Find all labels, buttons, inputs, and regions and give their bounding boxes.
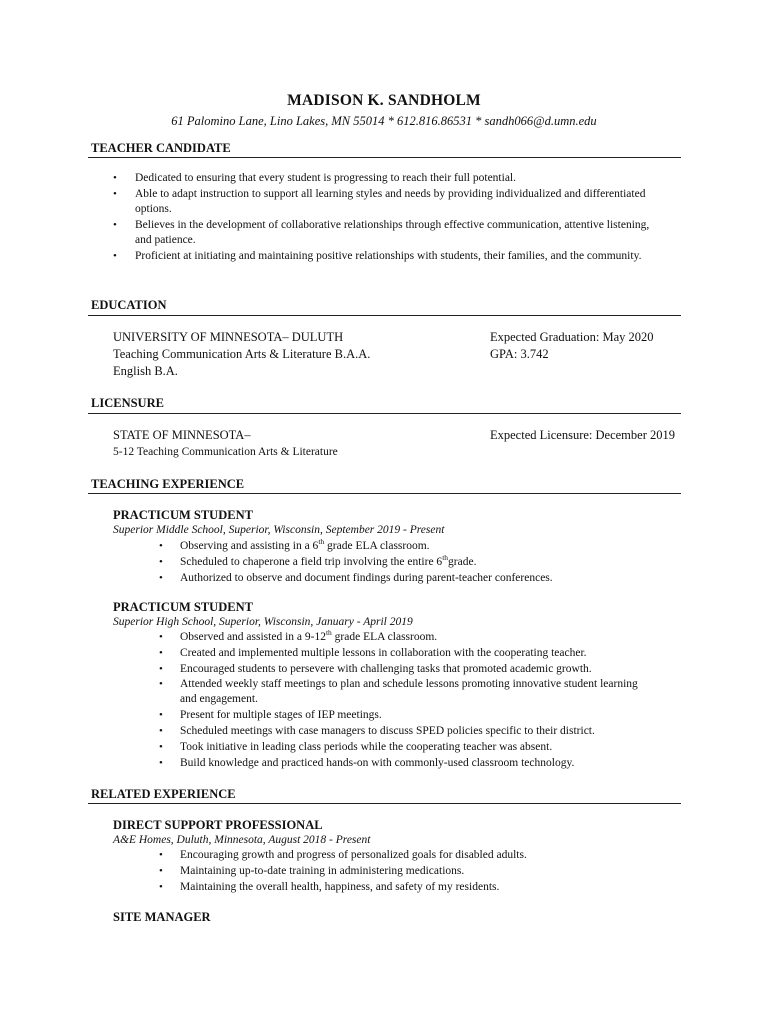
job-bullet-list [113,539,653,586]
list-item: • Believes in the development of collaborative relationships through effective communication, attentive listening, and patience. [113,219,650,246]
bullet-icon: • [159,555,163,568]
license-state: STATE OF MINNESOTA– [113,428,251,442]
job-title: SITE MANAGER [113,910,211,924]
bullet-icon: • [113,250,117,262]
degree-secondary: English B.A. [113,364,178,378]
section-divider [88,413,681,414]
bullet-icon: • [159,756,163,769]
licensure-row-state [113,427,681,443]
bullet-icon: • [159,849,163,861]
job-subtitle: A&E Homes, Duluth, Minnesota, August 2018 - Present [113,834,371,846]
bullet-icon: • [113,172,117,184]
graduation-date: Expected Graduation: May 2020 [490,330,654,344]
section-title-teaching-experience: TEACHING EXPERIENCE [91,477,245,491]
section-title-licensure: LICENSURE [91,396,164,410]
list-item: • Scheduled meetings with case managers to discuss SPED policies specific to their district. [159,724,595,737]
section-divider [88,315,681,316]
list-item: • Build knowledge and practiced hands-on with commonly-used classroom technology. [159,756,575,769]
candidate-name: MADISON K. SANDHOLM [287,92,481,109]
teacher-candidate-list [91,171,651,265]
list-item: • Dedicated to ensuring that every student is progressing to reach their full potential. [113,172,516,184]
job-subtitle: Superior High School, Superior, Wisconsin, January - April 2019 [113,616,413,628]
bullet-icon: • [159,631,163,643]
education-row-school [113,329,681,345]
list-item: • Able to adapt instruction to support all learning styles and needs by providing individualized and differentiated options. [113,188,646,215]
list-item: • Proficient at initiating and maintaining positive relationships with students, their families, and the community. [113,250,642,262]
job-bullet-list [113,848,653,895]
bullet-icon: • [159,724,163,737]
list-item: • Observing and assisting in a 6th grade ELA classroom. [159,537,430,552]
section-divider [88,493,681,494]
bullet-icon: • [159,662,163,675]
bullet-icon: • [159,540,163,552]
section-divider [88,157,681,158]
resume-header [0,91,768,129]
school-name: UNIVERSITY OF MINNESOTA– DULUTH [113,330,344,344]
list-item: • Took initiative in leading class periods while the cooperating teacher was absent. [159,740,553,753]
bullet-icon: • [159,709,163,722]
list-item: • Authorized to observe and document findings during parent-teacher conferences. [159,571,553,584]
degree-primary: Teaching Communication Arts & Literature B.A.A. [113,347,371,361]
education-row-degree [113,346,681,362]
bullet-icon: • [113,188,117,200]
job-title: PRACTICUM STUDENT [113,600,253,614]
section-title-education: EDUCATION [91,298,167,312]
bullet-icon: • [159,880,163,893]
job-title: DIRECT SUPPORT PROFESSIONAL [113,818,323,832]
section-title-related-experience: RELATED EXPERIENCE [91,787,236,801]
license-date: Expected Licensure: December 2019 [490,428,675,442]
bullet-icon: • [159,864,163,877]
bullet-icon: • [113,219,117,231]
list-item: • Observed and assisted in a 9-12th grade ELA classroom. [159,628,438,643]
section-divider [88,803,681,804]
list-item: • Maintaining the overall health, happiness, and safety of my residents. [159,880,500,893]
list-item: • Created and implemented multiple lessons in collaboration with the cooperating teacher. [159,646,587,659]
list-item: • Scheduled to chaperone a field trip involving the entire 6thgrade. [159,552,477,568]
section-title-teacher-candidate: TEACHER CANDIDATE [91,141,231,155]
bullet-icon: • [159,740,163,753]
job-title: PRACTICUM STUDENT [113,508,253,522]
bullet-icon: • [159,678,163,691]
license-area: 5-12 Teaching Communication Arts & Literature [113,446,338,458]
list-item: • Maintaining up-to-date training in administering medications. [159,864,465,877]
gpa: GPA: 3.742 [490,347,549,361]
bullet-icon: • [159,646,163,659]
contact-line: 61 Palomino Lane, Lino Lakes, MN 55014 * 612.816.86531 * sandh066@d.umn.edu [171,114,597,128]
job-subtitle: Superior Middle School, Superior, Wisconsin, September 2019 - Present [113,524,445,536]
education-row-degree2 [113,363,681,379]
list-item: • Encouraged students to persevere with challenging tasks that promoted academic growth. [159,662,592,675]
job-bullet-list [113,630,653,771]
bullet-icon: • [159,571,163,584]
list-item: • Attended weekly staff meetings to plan and schedule lessons promoting innovative student learning and engagement. [159,678,638,706]
list-item: • Present for multiple stages of IEP meetings. [159,709,382,722]
list-item: • Encouraging growth and progress of personalized goals for disabled adults. [159,849,527,861]
